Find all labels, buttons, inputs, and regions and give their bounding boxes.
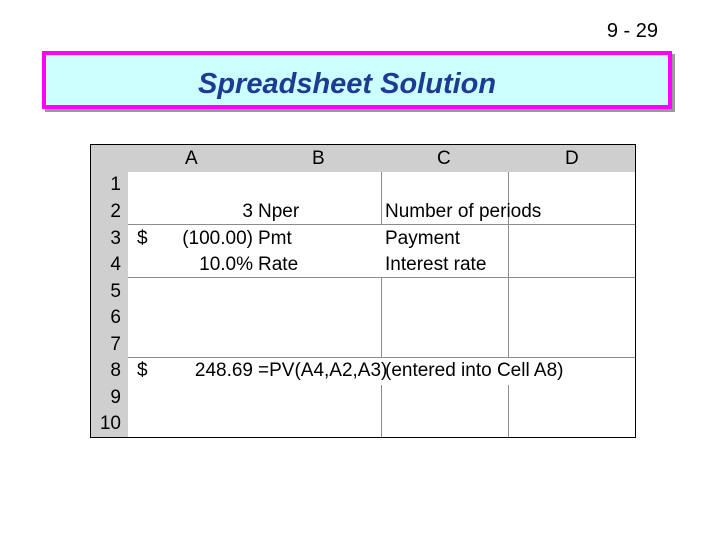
cell-a3-currency: $	[137, 228, 148, 249]
gridline	[128, 357, 636, 358]
gridline	[381, 172, 382, 225]
column-header-a[interactable]: A	[185, 148, 198, 169]
cell-a8-currency: $	[137, 360, 148, 381]
gridline	[508, 385, 509, 438]
gridline	[381, 385, 382, 438]
cell-b4[interactable]: Rate	[258, 254, 299, 275]
cell-b2[interactable]: Nper	[258, 201, 300, 222]
slide-title: Spreadsheet Solution	[198, 68, 497, 100]
row-header-1[interactable]: 1	[110, 174, 121, 195]
row-header-8[interactable]: 8	[110, 360, 121, 381]
spreadsheet	[90, 144, 636, 438]
cell-b3[interactable]: Pmt	[258, 228, 292, 249]
gridline	[128, 277, 636, 278]
row-header-3[interactable]: 3	[110, 228, 121, 249]
cell-a4[interactable]: 10.0%	[199, 254, 253, 275]
gridline	[128, 224, 636, 225]
column-header-bar	[91, 145, 635, 172]
cell-c8[interactable]: (entered into Cell A8)	[385, 360, 564, 381]
gridline	[508, 278, 509, 358]
gridline	[381, 278, 382, 358]
cell-c2[interactable]: Number of periods	[385, 201, 542, 222]
cell-b8[interactable]: =PV(A4,A2,A3)	[258, 360, 388, 381]
cell-a8[interactable]: 248.69	[194, 360, 253, 381]
column-header-c[interactable]: C	[437, 148, 451, 169]
row-header-2[interactable]: 2	[110, 201, 121, 222]
cell-c4[interactable]: Interest rate	[385, 254, 487, 275]
row-header-10[interactable]: 10	[99, 413, 121, 434]
cell-a3[interactable]: (100.00)	[182, 228, 253, 249]
row-header-9[interactable]: 9	[110, 387, 121, 408]
cell-a2[interactable]: 3	[242, 201, 253, 222]
row-header-5[interactable]: 5	[110, 281, 121, 302]
row-header-7[interactable]: 7	[110, 334, 121, 355]
row-header-6[interactable]: 6	[110, 307, 121, 328]
row-header-4[interactable]: 4	[110, 254, 121, 275]
title-banner	[42, 51, 672, 109]
column-header-b[interactable]: B	[312, 148, 325, 169]
select-all-corner[interactable]	[91, 145, 128, 172]
gridline	[508, 172, 509, 278]
cell-c3[interactable]: Payment	[385, 228, 460, 249]
slide-number: 9 - 29	[606, 20, 658, 42]
column-header-d[interactable]: D	[565, 148, 579, 169]
